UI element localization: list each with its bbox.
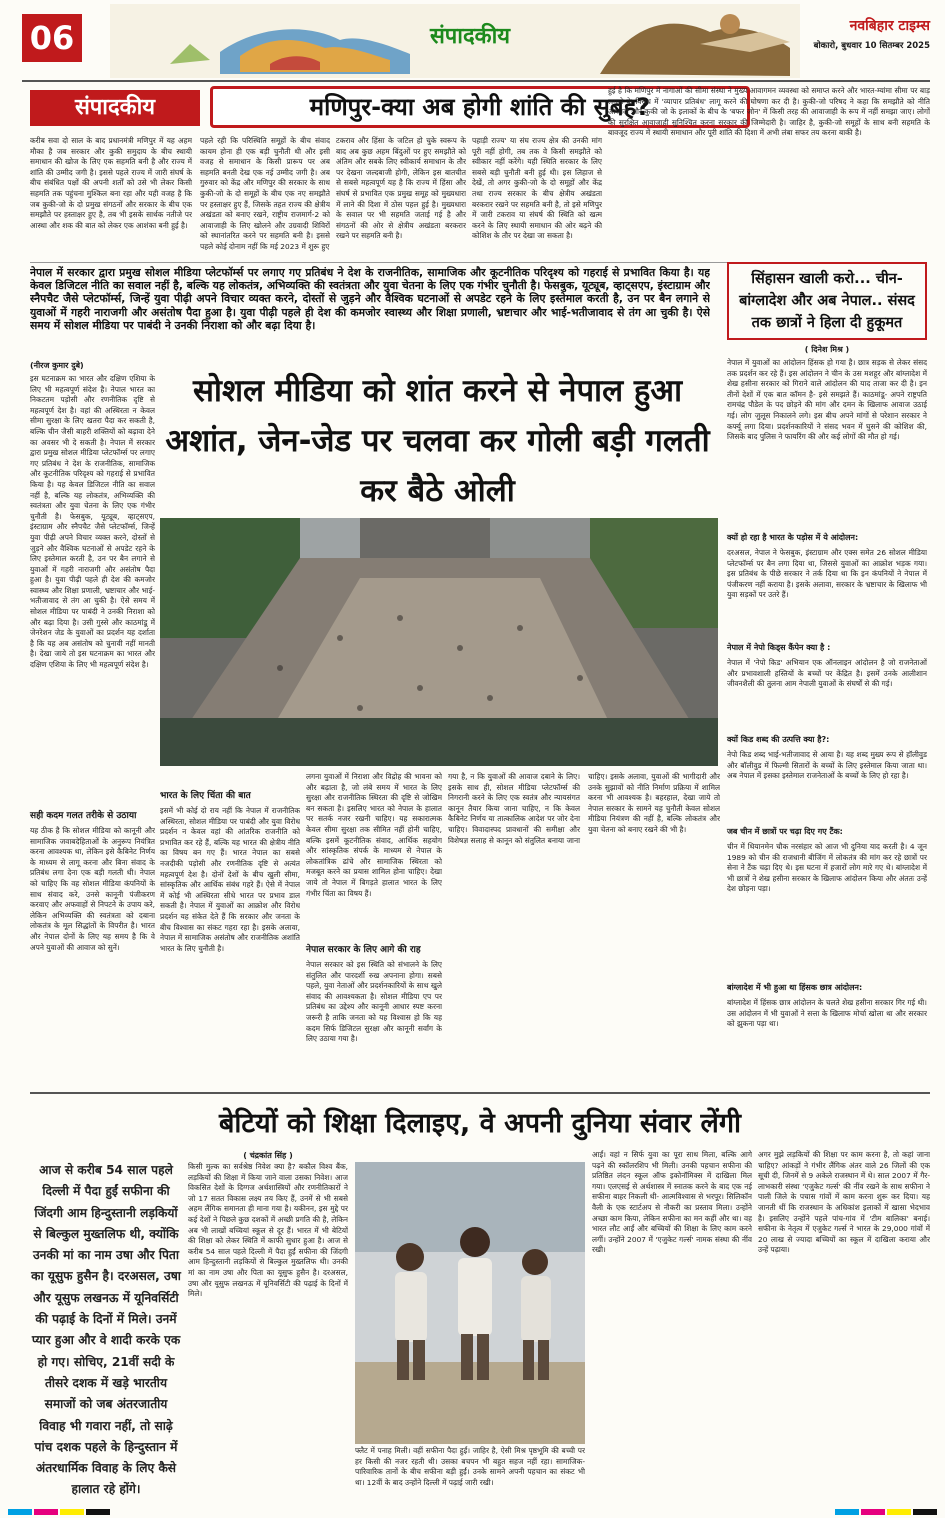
editorial-column-4: पहाड़ी राज्य' या संघ राज्य क्षेत्र की उनकी मांग पूरी नहीं होगी, तब तक वे किसी समझौते को स्वीकार नहीं करेंगे। यही स्थिति सरकार के लिए सबसे बड़ी चुनौती बनी हुई थी। इस लिहाज से देखें, तो अगर कुकी-जो के दो समूहों और केंद्र तथा राज्य सरकार के बीच क्षेत्रीय अखंडता बरकरार रखने पर सहमति बनी है, तो इसे मणिपुर में जारी टकराव या संघर्ष की स्थिति को खत्म करने के लिए स्थायी समाधान की ओर बढ़ने की कोशिश के तौर पर देखा जा सकता है। [472,136,602,241]
lead-paragraph: नेपाल में सरकार द्वारा प्रमुख सोशल मीडिया प्लेटफॉर्म्स पर लगाए गए प्रतिबंध ने देश के राजनीतिक, सामाजिक और कूटनीतिक परिदृश्य को गहराई से प्रभावित किया है। यह केवल डिजिटल नीति का सवाल नहीं है, बल्कि यह लोकतंत्र, अभिव्यक्ति की स्वतंत्रता और युवा चेतना के लिए एक गंभीर चुनौती है। फेसबुक, यूट्यूब, व्हाट्सएप, इंस्टाग्राम और स्नैपचैट जैसे प्लेटफॉर्म्स, जिन्हें युवा पीढ़ी अपने विचार व्यक्त करने, दोस्तों से जुड़ने और वैश्विक घटनाओं से अपडेट रहने के लिए इस्तेमाल करती है, उन पर बैन लगाने से युवाओं में गहरी नाराजगी और असंतोष पैदा हुआ है। युवा पीढ़ी पहले ही देश की कमजोर स्वास्थ्य और शिक्षा प्रणाली, भ्रष्टाचार और भाई-भतीजावाद से तंग आ चुकी है। ऐसे समय में सोशल मीडिया पर पाबंदी ने उनकी निराशा को और बढ़ा दिया है। [30,266,710,332]
feature-column-3: आईं। वहां न सिर्फ युवा का पूरा साथ मिला, बल्कि आगे पढ़ने की स्कॉलरशिप भी मिली। उनकी पहचान सफीना की प्रतिष्ठित लंदन स्कूल ऑफ इकोनॉमिक्स में दाखिला मिल गया। एलएसई से अर्थशास्त्र में स्नातक करने के बाद एक नई सफीना बाहर निकली थी- आत्मविश्वास से भरपूर। सिलिकॉन वैली के एक स्टार्टअप से नौकरी का प्रस्ताव मिला। उन्होंने अच्छा काम किया, लेकिन सफीना का मन कहीं और था। वह भारत लौट आईं और बच्चियों की शिक्षा के लिए काम करने लगीं। उन्होंने 2007 में 'एजुकेट गर्ल्स' नामक संस्था की नींव रखी। [592,1150,752,1255]
page-number: 06 [22,14,82,62]
editorial-column-3: टकराव और हिंसा के जटिल हो चुके स्वरूप के बाद अब कुछ अहम बिंदुओं पर हुए समझौते को अंतिम और सबके लिए स्वीकार्य समाधान के तौर पर देखना जल्दबाजी होगी, लेकिन इस बातचीत से सबसे महत्वपूर्ण यह है कि राज्य में हिंसा और संघर्ष से प्रभावित एक प्रमुख समूह को मुख्यधारा में लाने की दिशा में ठोस पहल हुई है। मुख्यधारा के सवाल पर भी सहमति जताई गई है और संगठनों की ओर से क्षेत्रीय अखंडता बरकरार रखने पर सहमति बनी है। [336,136,466,241]
feature-column-1: किसी मुल्क का सर्वश्रेष्ठ निवेश क्या है? बकौल विश्व बैंक, लड़कियों की शिक्षा में किया जाने वाला उसका निवेश। आज विकसित देशों के दिग्गज अर्थशास्त्रियों और रणनीतिकारों ने जो 17 सतत विकास लक्ष्य तय किए हैं, उनमें से भी सबसे अहम लैंगिक समानता ही माना गया है। यकीनन, इस मुद्दे पर कई देशों ने पिछले कुछ दशकों में अच्छी प्रगति की है, लेकिन अब भी लाखों बच्चियां स्कूल से दूर हैं। भारत में भी बेटियों की शिक्षा को लेकर स्थिति में काफी सुधार हुआ है। आज से करीब 54 साल पहले दिल्ली में पैदा हुईं सफीना की जिंदगी आम हिन्दुस्तानी लड़कियों से बिल्कुल मुख्तलिफ थी। उनकी मां का नाम उषा और पिता का यूसुफ हुसैन है। दरअसल, उषा और यूसुफ लखनऊ में यूनिवर्सिटी की पढ़ाई के दिनों में मिले। [188,1162,348,1299]
girls-running-photo [355,1162,585,1444]
registration-color-bar [0,1508,945,1516]
sidebar-byline: ( दिनेश मिश्र ) [804,345,850,354]
sidebar-body-2: दरअसल, नेपाल ने फेसबुक, इंस्टाग्राम और एक्स समेत 26 सोशल मीडिया प्लेटफॉर्म्स पर बैन लगा दिया था, जिससे युवाओं का आक्रोश भड़क गया। इस प्रतिबंध के पीछे सरकार ने तर्क दिया था कि इन कंपनियों ने नेपाल में पंजीकरण नहीं कराया है। इसके अलावा, सरकार के भ्रष्टाचार के खिलाफ भी युवा सड़कों पर उतरे हैं। [727,548,927,600]
story-column-left: इस घटनाक्रम का भारत और दक्षिण एशिया के लिए भी महत्वपूर्ण संदेश है। नेपाल भारत का निकटतम पड़ोसी और रणनीतिक दृष्टि से महत्वपूर्ण देश है। वहां की अस्थिरता न केवल सीमा सुरक्षा के लिए खतरा पैदा कर सकती है, बल्कि चीन जैसी बाहरी शक्तियों को बढ़ावा देने का अवसर भी दे सकती है। नेपाल में सरकार द्वारा प्रमुख सोशल मीडिया प्लेटफॉर्म्स पर लगाए गए प्रतिबंध ने देश के राजनीतिक, सामाजिक और कूटनीतिक परिदृश्य को गहराई से प्रभावित किया है। यह केवल डिजिटल नीति का सवाल नहीं है, बल्कि यह लोकतंत्र, अभिव्यक्ति की स्वतंत्रता और युवा चेतना के लिए एक गंभीर चुनौती है। फेसबुक, यूट्यूब, व्हाट्सएप, इंस्टाग्राम और स्नैपचैट जैसे प्लेटफॉर्म्स, जिन्हें युवा पीढ़ी अपने विचार व्यक्त करने, दोस्तों से जुड़ने और वैश्विक घटनाओं से अपडेट रहने के लिए इस्तेमाल करती है, उन पर बैन लगाने से युवाओं में गहरी नाराजगी और असंतोष पैदा हुआ है। युवा पीढ़ी पहले ही देश की कमजोर स्वास्थ्य और शिक्षा प्रणाली, भ्रष्टाचार और भाई-भतीजावाद से तंग आ चुकी है। ऐसे समय में सोशल मीडिया पर पाबंदी ने उनकी निराशा को और बढ़ा दिया है। उसी गुस्से और काठमांडू में जेनरेशन जेड के युवाओं का प्रदर्शन यह दर्शाता है कि यह अब असंतोष को चुनावी नहीं मानती है। देखा जाये तो इस घटनाक्रम का भारत और दक्षिण एशिया के लिए भी महत्वपूर्ण संदेश है। [30,374,155,670]
editorial-column-1: करीब सवा दो साल के बाद प्रधानमंत्री मणिपुर में यह अहम मौका है जब सरकार और कुकी समुदाय के बीच स्थायी समाधान की खोज के लिए एक सहमति बनी है और राज्य में शांति की उम्मीद जगी है। इससे पहले राज्य में जारी संघर्ष के बीच संबंधित पक्षों की अपनी शर्तों को उसे भी लेकर किसी सहमति तक पहुंचना मुश्किल बना रहा और यही वजह है कि जब कुकी-जो के दो प्रमुख संगठनों और सरकार के बीच एक समझौते पर हस्ताक्षर हुए है, तब भी इसके सार्थक नतीजे पर आस्था और शक की बात को लेकर एक आशंका बनी हुई है। [30,136,192,230]
dateline: बोकारो, बुधवार 10 सितम्बर 2025 [813,41,930,51]
sidebar-subhead-1: क्यों हो रहा है भारत के पड़ोस में ये आंदोलन: [727,533,859,542]
sidebar-body-5: चीन में थियानमेन चौक नरसंहार को आज भी दुनिया याद करती है। 4 जून 1989 को चीन की राजधानी बीजिंग में लोकतंत्र की मांग कर रहे छात्रों पर सेना ने टैंक चढ़ा दिए थे। इस घटना में हजारों लोग मारे गए थे। बांग्लादेश में भी छात्रों ने शेख हसीना सरकार के खिलाफ आंदोलन किया और अंततः उन्हें देश छोड़ना पड़ा। [727,842,927,894]
sidebar-body-3: नेपाल में 'नेपो किड' अभियान एक ऑनलाइन आंदोलन है जो राजनेताओं और प्रभावशाली हस्तियों के बच्चों पर केंद्रित है। इसमें उनके आलीशान जीवनशैली की तुलना आम नेपाली युवाओं के संघर्षों से की गई। [727,658,927,689]
editorial-headline: मणिपुर-क्या अब होगी शांति की सुबह? [309,93,651,121]
masthead: नवबिहार टाइम्स [849,18,930,34]
story-column-left-2: यह ठीक है कि सोशल मीडिया को कानूनी और सामाजिक जवाबदेहिताओं के अनुरूप नियंत्रित करना आवश्यक था, लेकिन इसे कैबिनेट निर्णय के माध्यम से लागू करना और बिना संवाद के प्रतिबंध लगा देना एक बड़ी गलती थी। नेपाल को चाहिए कि वह सोशल मीडिया कंपनियों के साथ संवाद करे, उनसे कानूनी पंजीकरण करवाए और अफवाहों से निपटने के उपाय करे, लेकिन अभिव्यक्ति की स्वतंत्रता को दबाना लोकतंत्र के मूल सिद्धांतों के विपरीत है। भारत और नेपाल दोनों के लिए यह समय है कि वे अपने युवाओं की आवाज को सुनें। [30,826,155,952]
sidebar-subhead-4: जब चीन में छात्रों पर चढ़ा दिए गए टैंक: [727,827,843,836]
header-divider [22,80,930,82]
editorial-column-2: पहले रही कि परिस्थिति समूहों के बीच संवाद कायम होना ही एक बड़ी चुनौती थी और इसी वजह से समाधान के किसी प्रारूप पर अब सहमति बनती देख एक नई उम्मीद जगी है। अब गुरुवार को केंद्र और मणिपुर की सरकार के साथ कुकी-जो के दो समूहों के बीच एक नए समझौते पर हस्ताक्षर हुए हैं, जिसके तहत राज्य की क्षेत्रीय अखंडता को बनाए रखने, राष्ट्रीय राजमार्ग-2 को आवाजाही के लिए खोलने और उग्रवादी शिविरों को स्थानांतरित करने पर सहमति बनी है। इससे पहले कोई दोनाम नहीं कि मई 2023 में शुरू हुए [200,136,330,251]
feature-divider [30,1092,930,1094]
story-byline: (नीरज कुमार दुबे) [30,361,84,370]
sidebar-subhead-5: बांग्लादेश में भी हुआ था हिंसक छात्र आंदोलन: [727,983,863,992]
sidebar-body-4: नेपो किड शब्द भाई-भतीजावाद से आया है। यह शब्द मुख्य रूप से हॉलीवुड और बॉलीवुड में फिल्मी सितारों के बच्चों के लिए इस्तेमाल किया जाता था। अब नेपाल में इसका इस्तेमाल राजनेताओं के बच्चों के लिए हो रहा है। [727,750,927,781]
story-subhead-left: सही कदम गलत तरीके से उठाया [30,811,137,821]
story-subhead-mid-2: नेपाल सरकार के लिए आगे की राह [306,945,421,955]
editorial-divider [30,262,730,263]
feature-headline-box [30,1098,930,1150]
sidebar-headline-box [727,262,927,340]
editorial-label: संपादकीय [30,90,200,126]
sidebar-subhead-2: नेपाल में नेपो किड्स कैंपेन क्या है : [727,643,831,652]
editorial-column-5: हुई है कि मणिपुर में नागाओं की सीमा संस्था ने मुख्य आवागमन व्यवस्था को समाप्त करने और भारत-म्यांमा सीमा पर बाड़ लगाने के विरोध में 'व्यापार प्रतिबंध' लागू करने की घोषणा कर दी है। कुकी-जो परिषद ने कहा कि समझौते को नीति आजादी और कुकी जो के इलाकों के बीच के 'बफर जोन' में किसी तरह की आवाजाही के रूप में नहीं समझा जाए। लोगों की सुरक्षित आवाजाही सुनिश्चित करना सरकार की जिम्मेदारी है। जाहिर है, कुकी-जो समूहों के साथ बनी सहमति के बावजूद राज्य में स्थायी समाधान और पूरी शांति की दिशा में अभी लंबा सफर तय करना बाकी है। [608,86,930,138]
feature-byline: ( चंद्रकांत सिंह ) [243,1151,293,1160]
sidebar-body-6: बांग्लादेश में हिंसक छात्र आंदोलन के चलते शेख हसीना सरकार गिर गई थी। उस आंदोलन में भी युवाओं ने सत्ता के खिलाफ मोर्चा खोला था और सरकार को झुकना पड़ा था। [727,998,927,1029]
feature-column-4: अगर मुझे लड़कियों की शिक्षा पर काम करना है, तो कहां जाना चाहिए? आंकड़ों ने गंभीर लैंगिक अंतर वाले 26 जिलों की एक सूची दी, जिनमें से 9 अकेले राजस्थान में थे। साल 2007 में गैर-लाभकारी संस्था 'एजुकेट गर्ल्स' की नींव रखने के साथ सफीना ने पाली जिले के पचास गांवों में काम करना शुरू कर दिया। यह जानती थीं कि राजस्थान के अधिकांश इलाकों में खासा भेदभाव है। इसलिए उन्होंने पहले पांच-गांव में 'टीम बालिका' बनाई। सफीना के नेतृत्व में एजुकेट गर्ल्स ने भारत के 29,000 गांवों में 20 लाख से ज्यादा बच्चियों का स्कूल में दाखिला कराया और उन्हें पढ़ाया। [758,1150,930,1255]
protest-crowd-photo [160,518,718,766]
story-column-mid-3: नेपाल सरकार को इस स्थिति को संभालने के लिए संतुलित और पारदर्शी रुख अपनाना होगा। सबसे पहले, युवा नेताओं और प्रदर्शनकारियों के साथ खुले संवाद की आवश्यकता है। सोशल मीडिया एप पर प्रतिबंध का उद्देश्य और कानूनी आधार स्पष्ट करना जरूरी है ताकि जनता को यह विश्वास हो कि यह कदम सिर्फ डिजिटल सुरक्षा और कानूनी सर्वांग के लिए उठाया गया है। [306,960,442,1044]
feature-column-2: फ्लैट में पनाह मिली। वहीं सफीना पैदा हुईं। जाहिर है, ऐसी मिश्र पृष्ठभूमि की बच्ची पर हर किसी की नजर रहती थी। उसका बचपन भी बहुत सहज नहीं रहा। सामाजिक-पारिवारिक तानों के बीच सफीना बड़ी हुईं। उनके सामने अपनी पहचान का संकट भी था। 12वीं के बाद उन्होंने दिल्ली में पढ़ाई जारी रखी। [355,1446,585,1487]
sidebar-headline: सिंहासन खाली करो... चीन-बांग्लादेश और अब नेपाल.. संसद तक छात्रों ने हिला दी हुकूमत [739,271,915,331]
story-column-mid-2: लगना युवाओं में निराशा और विद्रोह की भावना को और बढ़ाता है, जो लंबे समय में भारत के लिए सुरक्षा और राजनीतिक स्थिरता की दृष्टि से जोखिम बन सकता है। इसलिए भारत को नेपाल के हालात पर सतर्क नजर रखनी चाहिए। यह सकारात्मक केवल सीमा सुरक्षा तक सीमित नहीं होनी चाहिए, बल्कि इसमें कूटनीतिक संवाद, आर्थिक सहयोग और सांस्कृतिक संपर्क के माध्यम से नेपाल के लोकतांत्रिक ढांचे और सामाजिक स्थिरता को मजबूत करने का प्रयास शामिल होना चाहिए। देखा जाये तो नेपाल में बिगड़ते हालात भारत के लिए गंभीर चिंता का विषय हैं। [306,772,442,898]
story-column-mid-1: इसमें भी कोई दो राय नहीं कि नेपाल में राजनीतिक अस्थिरता, सोशल मीडिया पर पाबंदी और युवा विरोध प्रदर्शन न केवल वहां की आंतरिक राजनीति को प्रभावित कर रहे हैं, बल्कि यह भारत की क्षेत्रीय नीति का विषय बन गए हैं। भारत नेपाल का सबसे नजदीकी पड़ोसी और रणनीतिक दृष्टि से अत्यंत महत्वपूर्ण देश है। दोनों देशों के बीच खुली सीमा, सांस्कृतिक और आर्थिक संबंध गहरे हैं। ऐसे में नेपाल में कोई भी अस्थिरता सीधे भारत पर प्रभाव डाल सकती है। नेपाल में युवाओं का आक्रोश और विरोध प्रदर्शन यह संकेत देते हैं कि सरकार और जनता के बीच विश्वास का संकट गहरा रहा है। इसके अलावा, नेपाल में सामाजिक असंतोष और राजनीतिक अशांति भारत के लिए चुनौती है। [160,806,300,953]
story-headline: सोशल मीडिया को शांत करने से नेपाल हुआ अशांत, जेन-जेड पर चलवा कर गोली बड़ी गलती कर बैठे ओली [165,373,710,509]
page-header [0,0,945,80]
story-column-right: गया है, न कि युवाओं की आवाज दबाने के लिए। इसके साथ ही, सोशल मीडिया प्लेटफॉर्म्स की निगरानी करने के लिए एक स्वतंत्र और न्यायसंगत कानून तैयार किया जाना चाहिए, न कि केवल कैबिनेट निर्णय या तात्कालिक आदेश पर जोर देना चाहिए। विवादास्पद प्रावधानों की समीक्षा और विशेषज्ञ सलाह से कानून को संतुलित बनाया जाना चाहिए। इसके अलावा, युवाओं की भागीदारी और उनके सुझावों को नीति निर्माण प्रक्रिया में शामिल करना भी आवश्यक है। बहरहाल, देखा जाये तो नेपाल सरकार के सामने यह चुनौती केवल सोशल मीडिया नियंत्रण की नहीं है, बल्कि लोकतंत्र और युवा चेतना को बनाए रखने की भी है। [448,772,720,845]
feature-pull-quote: आज से करीब 54 साल पहले दिल्ली में पैदा हुईं सफीना की जिंदगी आम हिन्दुस्तानी लड़कियों से बिल्कुल मुख्तलिफ थी, क्योंकि उनकी मां का नाम उषा और पिता का यूसुफ हुसैन है। दरअसल, उषा और यूसुफ लखनऊ में यूनिवर्सिटी की पढ़ाई के दिनों में मिले। उनमें प्यार हुआ और वे शादी करके एक हो गए। सोचिए, 21वीं सदी के तीसरे दशक में खड़े भारतीय समाजों को जब अंतरजातीय विवाह भी गवारा नहीं, तो साढ़े पांच दशक पहले के हिन्दुस्तान में अंतरधार्मिक विवाह के लिए कैसे हालात रहे होंगे। [31,1163,181,1497]
sidebar-body-1: नेपाल में युवाओं का आंदोलन हिंसक हो गया है। छात्र सड़क से लेकर संसद तक प्रदर्शन कर रहे हैं। इस आंदोलन ने चीन के उस मशहूर और बांग्लादेश में शेख हसीना सरकार को गिराने वाले आंदोलन की याद ताजा कर दी है। इन तीनों देशों में एक बात कॉमन है- इसे समझते हैं। काठमांडू- अपने राष्ट्रपति रामचंद्र पौडेल के पद छोड़ने की मांग और दमन के खिलाफ आवाज उठाई गई। लोग जुलूस निकालने लगे। इस बीच अपने मांगों से परेशान सरकार ने कर्फ्यू लगा दिया। प्रदर्शनकारियों ने संसद भवन में घुसने की कोशिश की, जिसके बाद पुलिस ने फायरिंग की और कई लोगों की मौत हो गई। [727,358,927,442]
story-subhead-mid-1: भारत के लिए चिंता की बात [160,791,251,801]
feature-headline: बेटियों को शिक्षा दिलाइए, वे अपनी दुनिया संवार लेंगी [218,1108,742,1139]
sidebar-subhead-3: क्यों किड शब्द की उत्पत्ति क्या है?: [727,735,830,744]
section-title: संपादकीय [429,24,511,49]
